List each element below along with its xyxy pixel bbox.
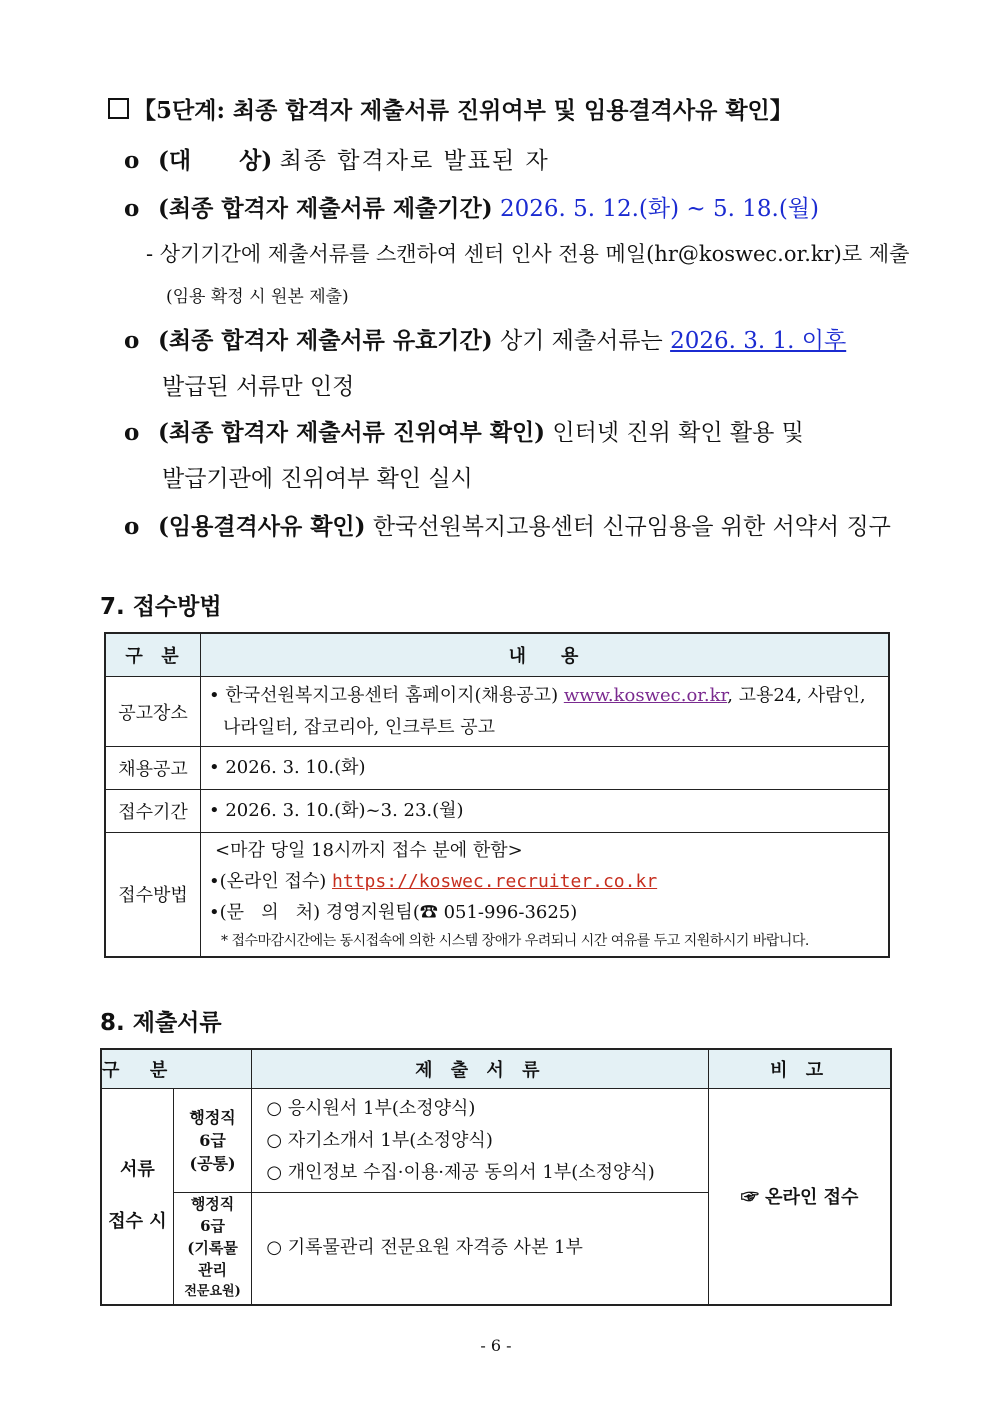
verify-text2: 발급기관에 진위여부 확인 실시 xyxy=(162,466,473,492)
target-label: (대 상) xyxy=(158,147,273,174)
section8-title: 8. 제출서류 xyxy=(100,1010,222,1036)
notice-label: 공고장소 xyxy=(105,677,201,747)
validity-item xyxy=(124,322,846,355)
doc-privacy-consent: ○ 개인정보 수집·이용·제공 동의서 1부(소정양식) xyxy=(266,1161,655,1183)
doc-records-cert: ○ 기록물관리 전문요원 자격증 사본 1부 xyxy=(266,1237,583,1259)
verify-label: (최종 합격자 제출서류 진위여부 확인) xyxy=(158,419,546,446)
sub1-line1: 행정직 xyxy=(189,1108,236,1127)
phone-icon: ☎ xyxy=(419,901,438,923)
documents-table xyxy=(100,1048,892,1306)
method-deadline: <마감 당일 18시까지 접수 분에 한함> xyxy=(215,839,523,861)
bullet: o xyxy=(124,195,140,222)
contact-label: •(문 의 처) 경영지원팀( xyxy=(209,901,420,923)
header-category: 구 분 xyxy=(101,1049,173,1089)
method-content xyxy=(201,833,890,957)
ad-label: 채용공고 xyxy=(105,747,201,790)
doc-self-intro: ○ 자기소개서 1부(소정양식) xyxy=(266,1129,493,1151)
sub2-line5: 전문요원) xyxy=(184,1284,241,1300)
period-value: 2026. 5. 12.(화) ~ 5. 18.(월) xyxy=(499,196,819,222)
validity-text2: 발급된 서류만 인정 xyxy=(162,374,355,400)
verify-item xyxy=(124,414,804,447)
recruiter-link[interactable]: https://koswec.recruiter.co.kr xyxy=(332,870,658,892)
validity-label: (최종 합격자 제출서류 유효기간) xyxy=(158,327,493,354)
period-item xyxy=(124,190,819,223)
header-category: 구 분 xyxy=(105,633,201,677)
docs-common xyxy=(252,1089,709,1193)
header-documents: 제 출 서 류 xyxy=(252,1049,709,1089)
bullet: o xyxy=(124,419,140,446)
verify-text: 인터넷 진위 확인 활용 및 xyxy=(552,420,804,446)
period-note2: (임용 확정 시 원본 제출) xyxy=(166,287,349,307)
sub2-line3: (기록물 xyxy=(187,1239,238,1258)
ad-value: • 2026. 3. 10.(화) xyxy=(201,747,890,790)
group-label xyxy=(101,1089,173,1305)
notice-pre: • 한국선원복지고용센터 홈페이지(채용공고) xyxy=(209,684,564,706)
header-blank xyxy=(173,1049,252,1089)
sub-category-common xyxy=(173,1089,252,1193)
docs-records xyxy=(252,1193,709,1305)
period-note: - 상기기간에 제출서류를 스캔하여 센터 인사 전용 메일(hr@koswec.or.kr)로 제출 xyxy=(146,242,910,266)
target-item xyxy=(124,142,550,175)
remark-online: ☞ 온라인 접수 xyxy=(709,1089,891,1305)
sub2-line4: 관리 xyxy=(198,1261,228,1280)
disq-text: 한국선원복지고용센터 신규임용을 위한 서약서 징구 xyxy=(372,514,891,540)
bullet: o xyxy=(124,513,140,540)
period-row-label: 접수기간 xyxy=(105,790,201,833)
bullet: o xyxy=(124,327,140,354)
notice-line2: 나라일터, 잡코리아, 인크루트 공고 xyxy=(223,716,496,738)
contact-phone: 051-996-3625) xyxy=(437,901,578,923)
period-row-value: • 2026. 3. 10.(화)~3. 23.(월) xyxy=(201,790,890,833)
homepage-link[interactable]: www.koswec.or.kr xyxy=(563,684,728,706)
validity-date: 2026. 3. 1. 이후 xyxy=(670,328,847,354)
period-label: (최종 합격자 제출서류 제출기간) xyxy=(158,195,493,222)
sub1-line3: (공통) xyxy=(189,1154,236,1173)
application-method-table xyxy=(104,632,890,958)
group-label-1: 서류 xyxy=(120,1159,155,1181)
notice-content xyxy=(201,677,890,747)
sub2-line2: 6급 xyxy=(200,1217,226,1236)
header-remark: 비 고 xyxy=(709,1049,891,1089)
sub2-line1: 행정직 xyxy=(190,1195,235,1214)
header-content: 내 용 xyxy=(201,633,890,677)
target-text: 최종 합격자로 발표된 자 xyxy=(279,148,550,174)
sub1-line2: 6급 xyxy=(199,1131,226,1150)
method-note: * 접수마감시간에는 동시접속에 의한 시스템 장애가 우려되니 시간 여유를 두고 지원하시기 바랍니다. xyxy=(221,932,809,949)
page-number: - 6 - xyxy=(480,1336,512,1355)
bullet: o xyxy=(124,147,140,174)
square-icon xyxy=(108,98,129,119)
sub-category-records xyxy=(173,1193,252,1305)
doc-application: ○ 응시원서 1부(소정양식) xyxy=(266,1097,476,1119)
section7-title: 7. 접수방법 xyxy=(100,594,222,620)
online-label: •(온라인 접수) xyxy=(209,870,333,892)
method-label: 접수방법 xyxy=(105,833,201,957)
step5-title: 【5단계: 최종 합격자 제출서류 진위여부 및 임용결격사유 확인】 xyxy=(133,97,793,124)
disq-label: (임용결격사유 확인) xyxy=(158,513,366,540)
group-label-2: 접수 시 xyxy=(108,1211,167,1233)
validity-text: 상기 제출서류는 xyxy=(499,328,663,354)
disq-item xyxy=(124,508,891,541)
notice-post: , 고용24, 사람인, xyxy=(727,684,866,706)
step5-heading xyxy=(108,92,793,125)
